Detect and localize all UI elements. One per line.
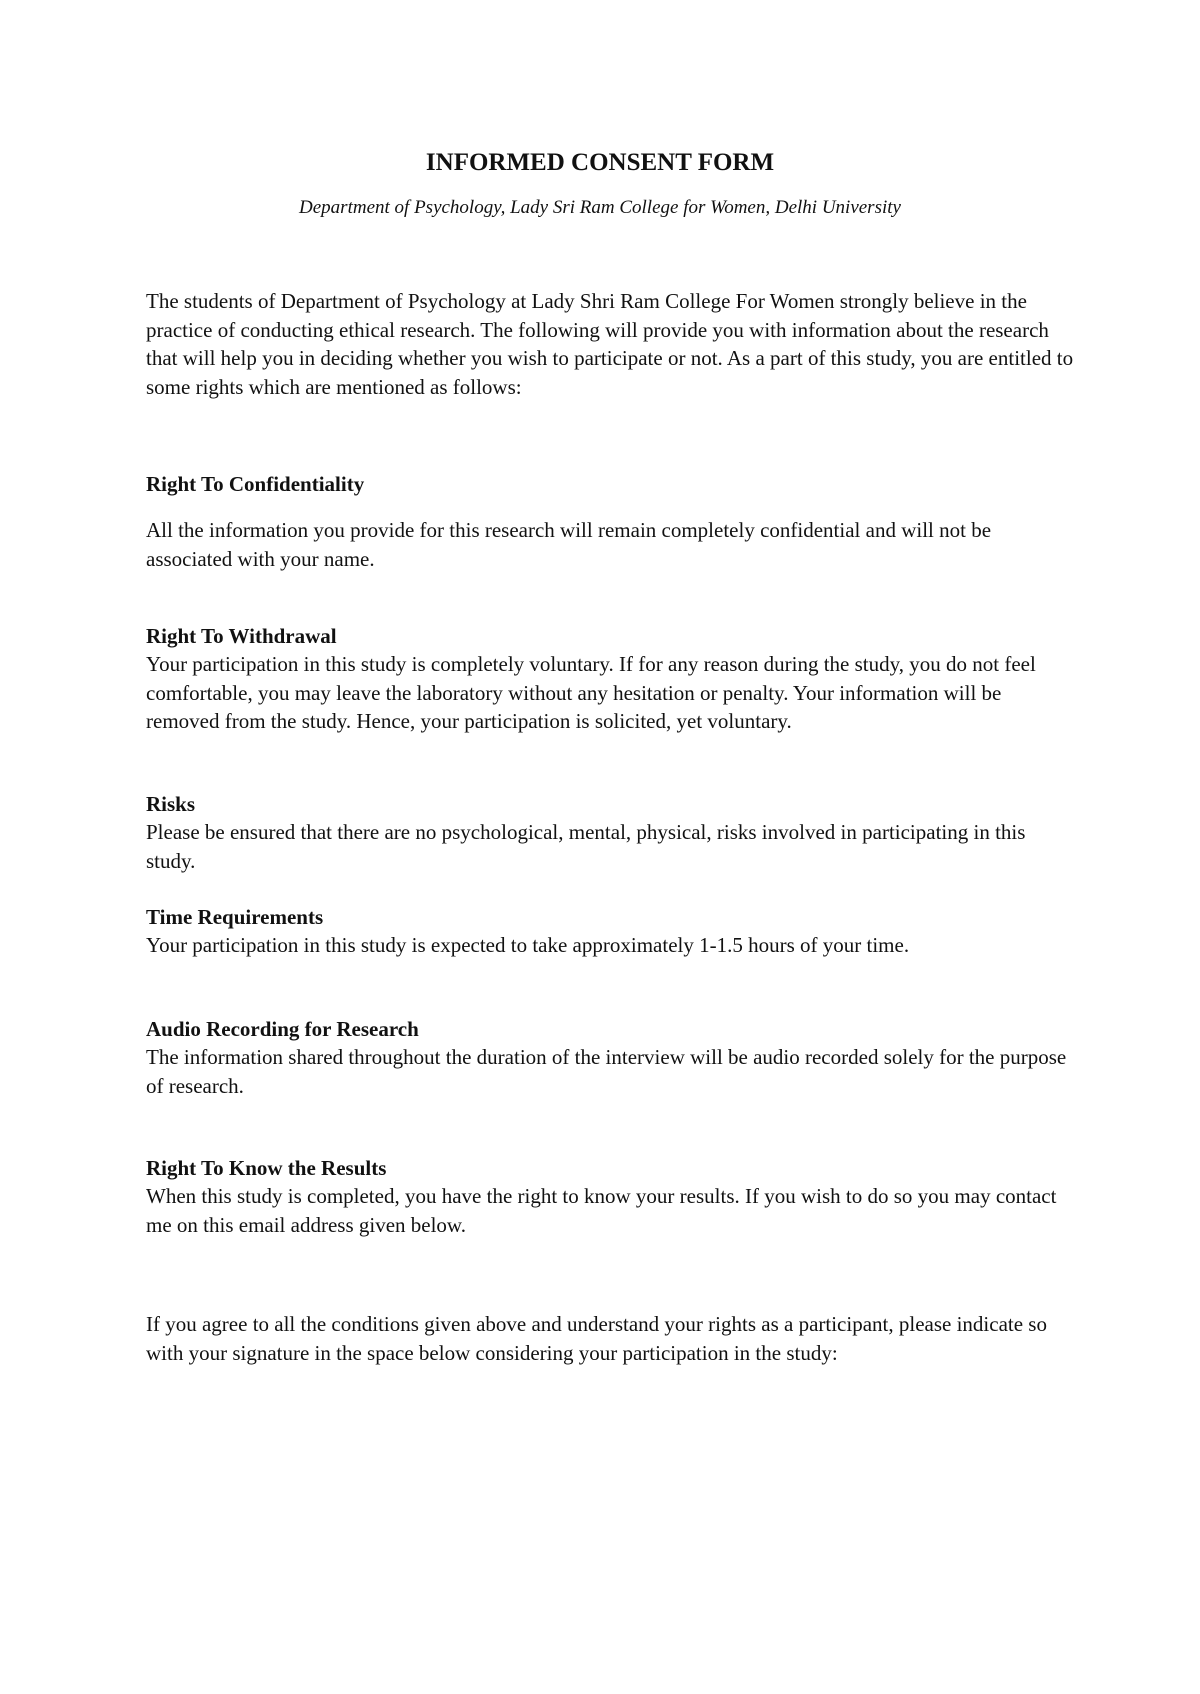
section-risks — [146, 790, 1076, 875]
section-confidentiality — [146, 470, 1076, 573]
section-heading: Right To Know the Results — [146, 1156, 387, 1180]
section-know-results — [146, 1154, 1076, 1239]
section-body: All the information you provide for this research will remain completely confidential and will not be associated with your name. — [146, 518, 992, 571]
section-body: Your participation in this study is completely voluntary. If for any reason during the study, you do not feel comfortable, you may leave the laboratory without any hesitation or penalty. Your information will be removed from the study. Hence, your participation is solicited, yet voluntary. — [146, 652, 1036, 733]
section-heading: Risks — [146, 792, 196, 816]
section-body: Please be ensured that there are no psychological, mental, physical, risks involved in participating in this study. — [146, 820, 1026, 873]
section-body: When this study is completed, you have the right to know your results. If you wish to do so you may contact me on this email address given below. — [146, 1184, 1057, 1237]
section-heading: Right To Withdrawal — [146, 624, 337, 648]
section-withdrawal — [146, 622, 1076, 736]
document-title: INFORMED CONSENT FORM — [425, 149, 775, 176]
closing-paragraph: If you agree to all the conditions given above and understand your rights as a participant, please indicate so with your signature in the space below considering your participation in the study: — [146, 1312, 1047, 1365]
section-audio-recording — [146, 1015, 1076, 1100]
section-heading: Time Requirements — [146, 905, 324, 929]
section-body: The information shared throughout the duration of the interview will be audio recorded solely for the purpose of research. — [146, 1045, 1067, 1098]
section-body: Your participation in this study is expected to take approximately 1-1.5 hours of your time. — [146, 933, 910, 957]
intro-paragraph: The students of Department of Psychology at Lady Shri Ram College For Women strongly believe in the practice of conducting ethical research. The following will provide you with information about the research that will help you in deciding whether you wish to participate or not. As a part of this study, you are entitled to some rights which are mentioned as follows: — [146, 289, 1074, 399]
section-time-requirements — [146, 903, 1076, 960]
section-heading: Right To Confidentiality — [146, 472, 365, 496]
document-subtitle: Department of Psychology, Lady Sri Ram College for Women, Delhi University — [299, 197, 901, 218]
section-heading: Audio Recording for Research — [146, 1017, 419, 1041]
